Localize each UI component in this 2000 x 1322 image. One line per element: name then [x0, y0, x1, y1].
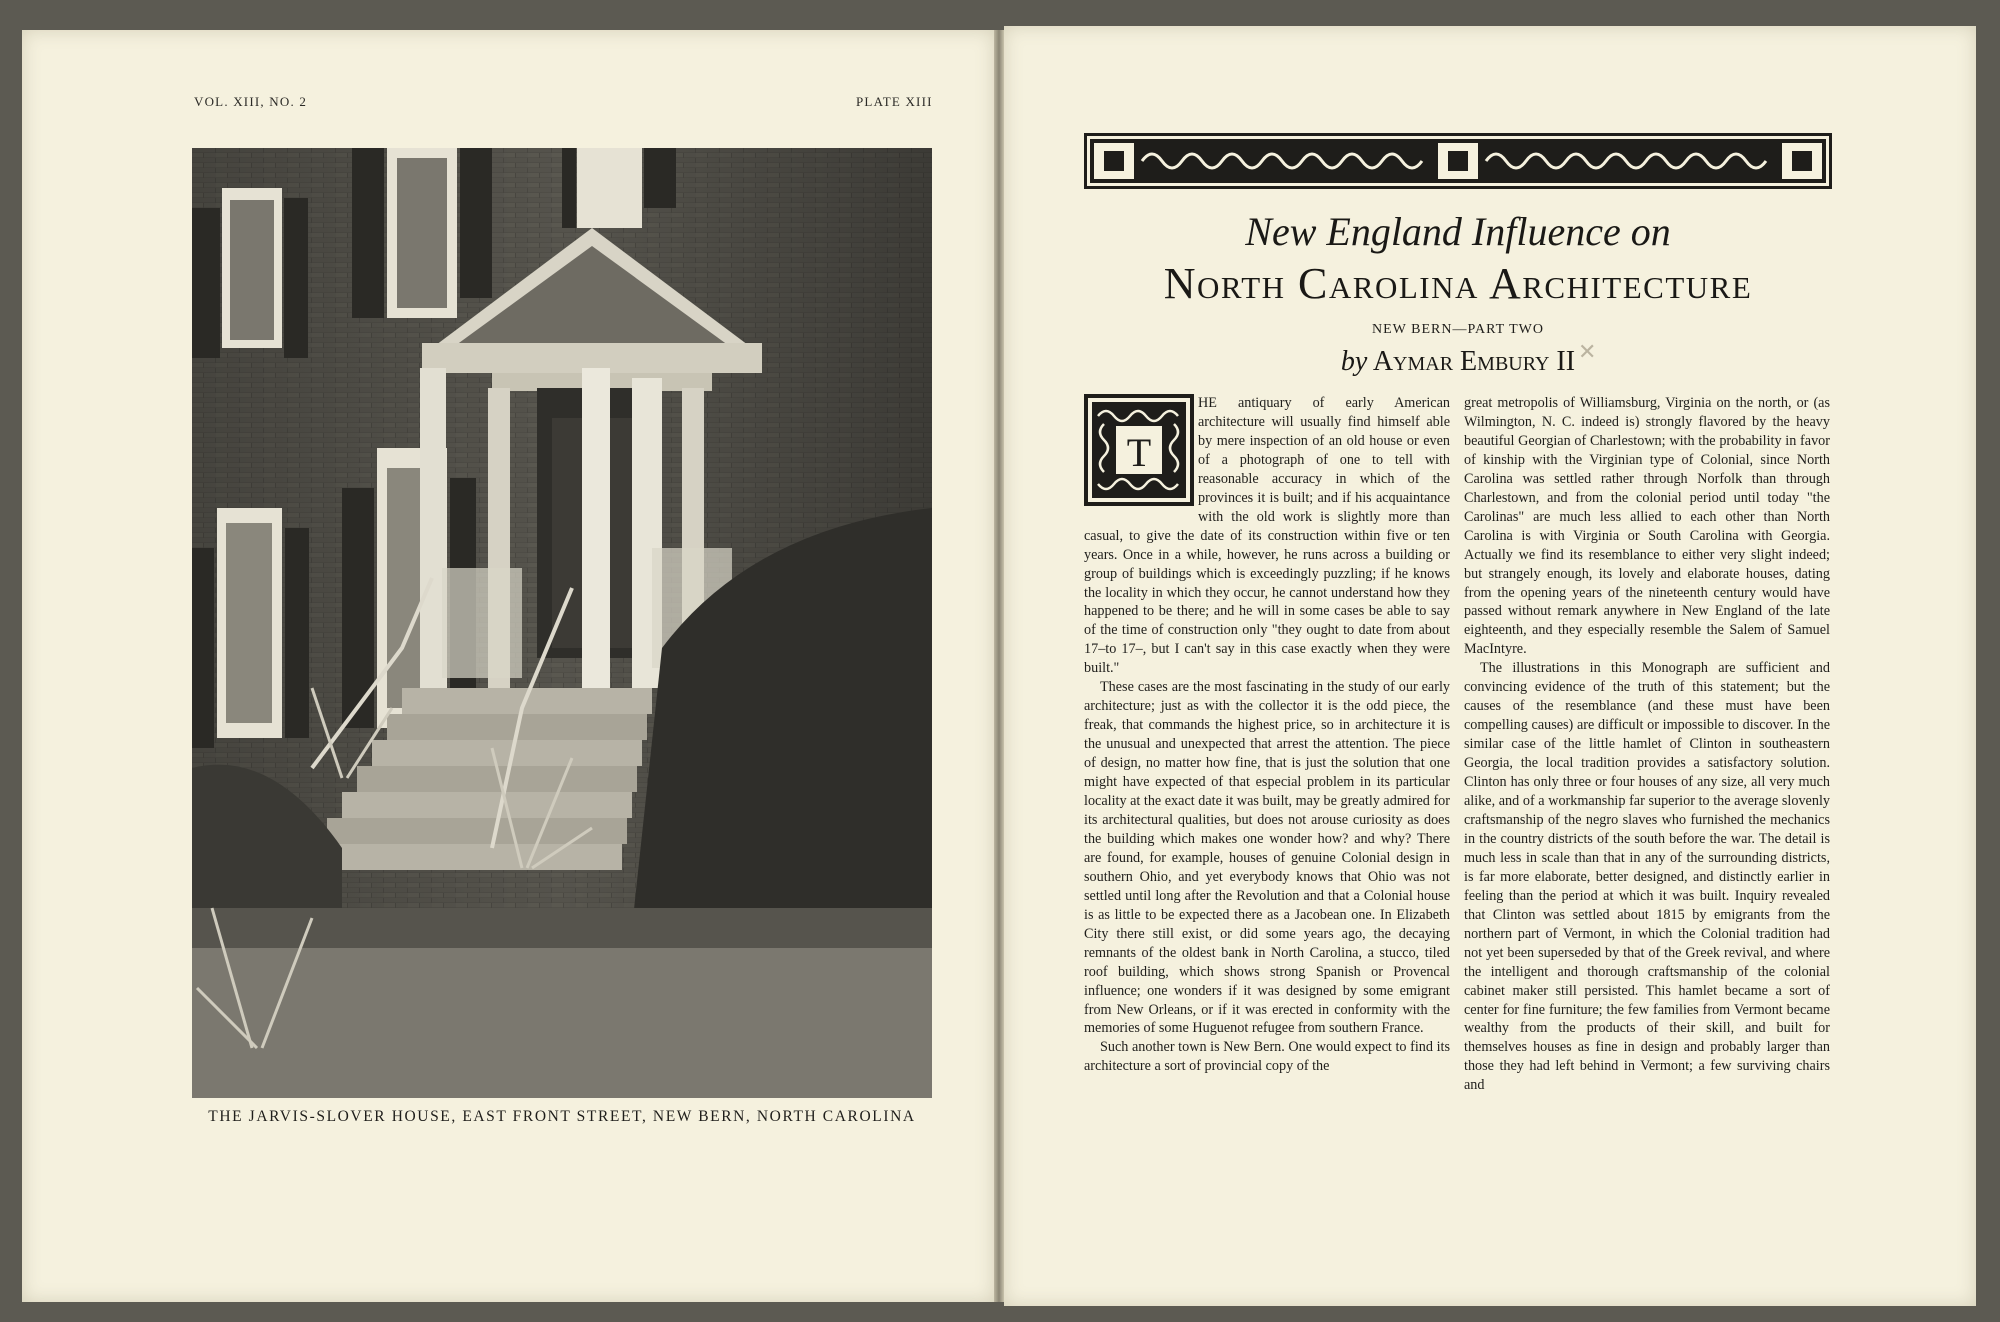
book-spine: [994, 30, 1004, 1302]
column1-paragraph: Such another town is New Bern. One would expect to find its architecture a sort of provincial copy of the: [1084, 1039, 1450, 1075]
article-byline: [1084, 346, 1832, 378]
column1-paragraph: HE antiquary of early American architecture will usually find himself able by mere inspection of an old house or even of a photograph of one to tell with reasonable accuracy in which of the provinces it is built; and if his acquaintance with the old work is slightly more than casual, to give the date of its construction within five or ten years. Once in a while, however, he runs across a building or group of buildings which is exceedingly puzzling; if he knows the locality in which they occur, he cannot understand how they happened to be there; and he will in some cases be able to say of the time of construction only "they ought to date from about 17–to 17–, but I can't say in this case exactly when they were built.": [1084, 395, 1450, 677]
column1-paragraph: These cases are the most fascinating in the study of our early architecture; just as with the collector it is the odd piece, the freak, that commands the highest price, so in architecture it is the unusual and unexpected that arrest the attention. The piece of design, no matter how fine, that is just the solution that one might have expected of that especial problem in its particular locality at the exact date it was built, may be greatly admired for its architectural qualities, but does not arouse curiosity as does the building which makes one wonder how? and why? There are found, for example, houses of genuine Colonial design in southern Ohio, and yet everybody knows that Ohio was not settled until long after the Revolution and that a Colonial house is as little to be expected there as a Jacobean one. In Elizabeth City there still exist, or did some years ago, the decaying remnants of the oldest bank in North Carolina, a stucco, tiled roof building, which shows strong Spanish or Provencal influence; one wonders if it was designed by some emigrant from New Orleans, or if it was erected in conformity with the memories of some Huguenot refugee from southern France.: [1084, 679, 1450, 1037]
text-column-left: [1084, 394, 1450, 1076]
text-column-right: [1464, 394, 1830, 1095]
volume-label: VOL. XIII, NO. 2: [194, 94, 308, 109]
house-photograph: [192, 148, 932, 1098]
article-title-italic: New England Influence on: [1245, 209, 1671, 254]
drop-cap-letter: T: [1126, 430, 1152, 475]
byline-by: by: [1340, 346, 1368, 377]
photo-caption: THE JARVIS-SLOVER HOUSE, EAST FRONT STREET, NEW BERN, NORTH CAROLINA: [208, 1108, 916, 1125]
byline-author: Aymar Embury II: [1372, 346, 1576, 377]
column2-paragraph: great metropolis of Williamsburg, Virginia on the north, or (as Wilmington, N. C. indeed is) strongly flavored by the heavy beautiful Georgian of Charlestown; with the probability in favor of kinship with the Virginian type of Colonial, since North Carolina was settled rather through Norfolk than through Charlestown, and from the colonial period until today "the Carolinas" are much less allied to each other than North Carolina is with Virginia or South Carolina with Georgia. Actually we find its resemblance to either very slight indeed; but strangely enough, its lovely and elaborate houses, dating from the opening years of the nineteenth century would have passed without remark anywhere in New England of the late eighteenth, and they especially resemble the Salem of Samuel MacIntyre.: [1464, 395, 1830, 658]
article-subtitle: NEW BERN—PART TWO: [1372, 322, 1544, 337]
plate-label: PLATE XIII: [856, 94, 933, 109]
pencil-mark-icon: ✕: [1578, 340, 1597, 365]
ornamental-border-band: [1084, 133, 1832, 189]
article-title-main: North Carolina Architecture: [1163, 259, 1753, 308]
drop-cap-ornament: [1084, 394, 1194, 506]
column2-paragraph: The illustrations in this Monograph are sufficient and convincing evidence of the truth of this statement; but the causes of the resemblance (and these must have been compelling causes) are difficult or impossible to discover. In the similar case of the little hamlet of Clinton in southeastern Georgia, the local tradition provides a satisfactory solution. Clinton has only three or four houses of any size, all very much alike, and of a workmanship far superior to the average slovenly craftsmanship of the negro slaves who furnished the mechanics in the country districts of the south before the war. The detail is much less in scale than that in any of the surrounding districts, is far more elaborate, better designed, and distinctly earlier in feeling than the period at which it was built. Inquiry revealed that Clinton was settled about 1815 by emigrants from the northern part of Vermont, in which the Colonial tradition had not yet been superseded by that of the Greek revival, and where the intelligent and thorough craftsmanship of the colonial cabinet maker still persisted. This hamlet became a sort of center for fine furniture; the few families from Vermont became wealthy from the products of their skill, and built for themselves houses as fine in design and probably larger than those they had left behind in Vermont; a few surviving chairs and: [1464, 660, 1830, 1094]
